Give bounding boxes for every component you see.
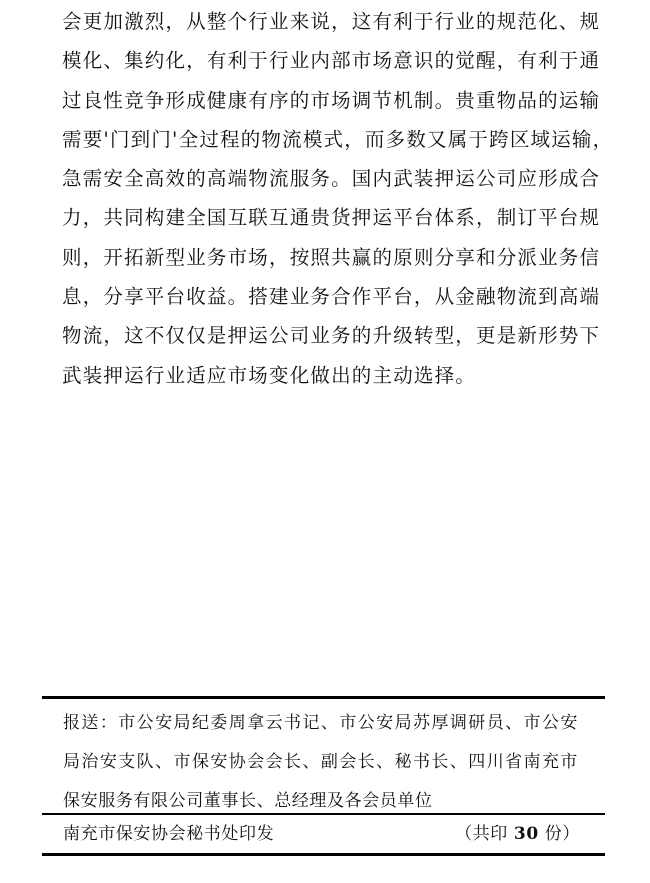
distribution-line: 报送：市公安局纪委周拿云书记、市公安局苏厚调研员、市公安 <box>63 713 578 733</box>
top-divider <box>42 696 605 699</box>
body-line: 需要'门到门'全过程的物流模式，而多数又属于跨区域运输， <box>62 127 614 151</box>
copies-number: 30 <box>513 824 539 844</box>
footer <box>63 821 580 847</box>
body-line: 息，分享平台收益。搭建业务合作平台，从金融物流到高端 <box>62 285 601 309</box>
body-line: 则，开拓新型业务市场，按照共赢的原则分享和分派业务信 <box>62 245 601 269</box>
body-line: 武装押运行业适应市场变化做出的主动选择。 <box>62 363 477 387</box>
copies-count <box>455 821 580 847</box>
body-line: 模化、集约化，有利于行业内部市场意识的觉醒，有利于通 <box>62 49 601 73</box>
copies-suffix: 份） <box>544 824 580 844</box>
distribution-line: 保安服务有限公司董事长、总经理及各会员单位 <box>63 791 433 811</box>
body-line: 力，共同构建全国互联互通贵货押运平台体系，制订平台规 <box>62 206 601 230</box>
middle-divider <box>42 813 605 815</box>
body-line: 急需安全高效的高端物流服务。国内武装押运公司应形成合 <box>62 167 601 191</box>
copies-prefix: （共印 <box>455 824 508 844</box>
issuer-label: 南充市保安协会秘书处印发 <box>63 824 275 844</box>
distribution-line: 局治安支队、市保安协会会长、副会长、秘书长、四川省南充市 <box>63 752 578 772</box>
distribution-list <box>63 704 578 821</box>
bottom-divider <box>42 853 605 856</box>
body-line: 会更加激烈，从整个行业来说，这有利于行业的规范化、规 <box>62 10 601 33</box>
body-paragraph <box>62 2 614 395</box>
body-line: 过良性竞争形成健康有序的市场调节机制。贵重物品的运输 <box>62 88 601 112</box>
body-line: 物流，这不仅仅是押运公司业务的升级转型，更是新形势下 <box>62 324 601 348</box>
